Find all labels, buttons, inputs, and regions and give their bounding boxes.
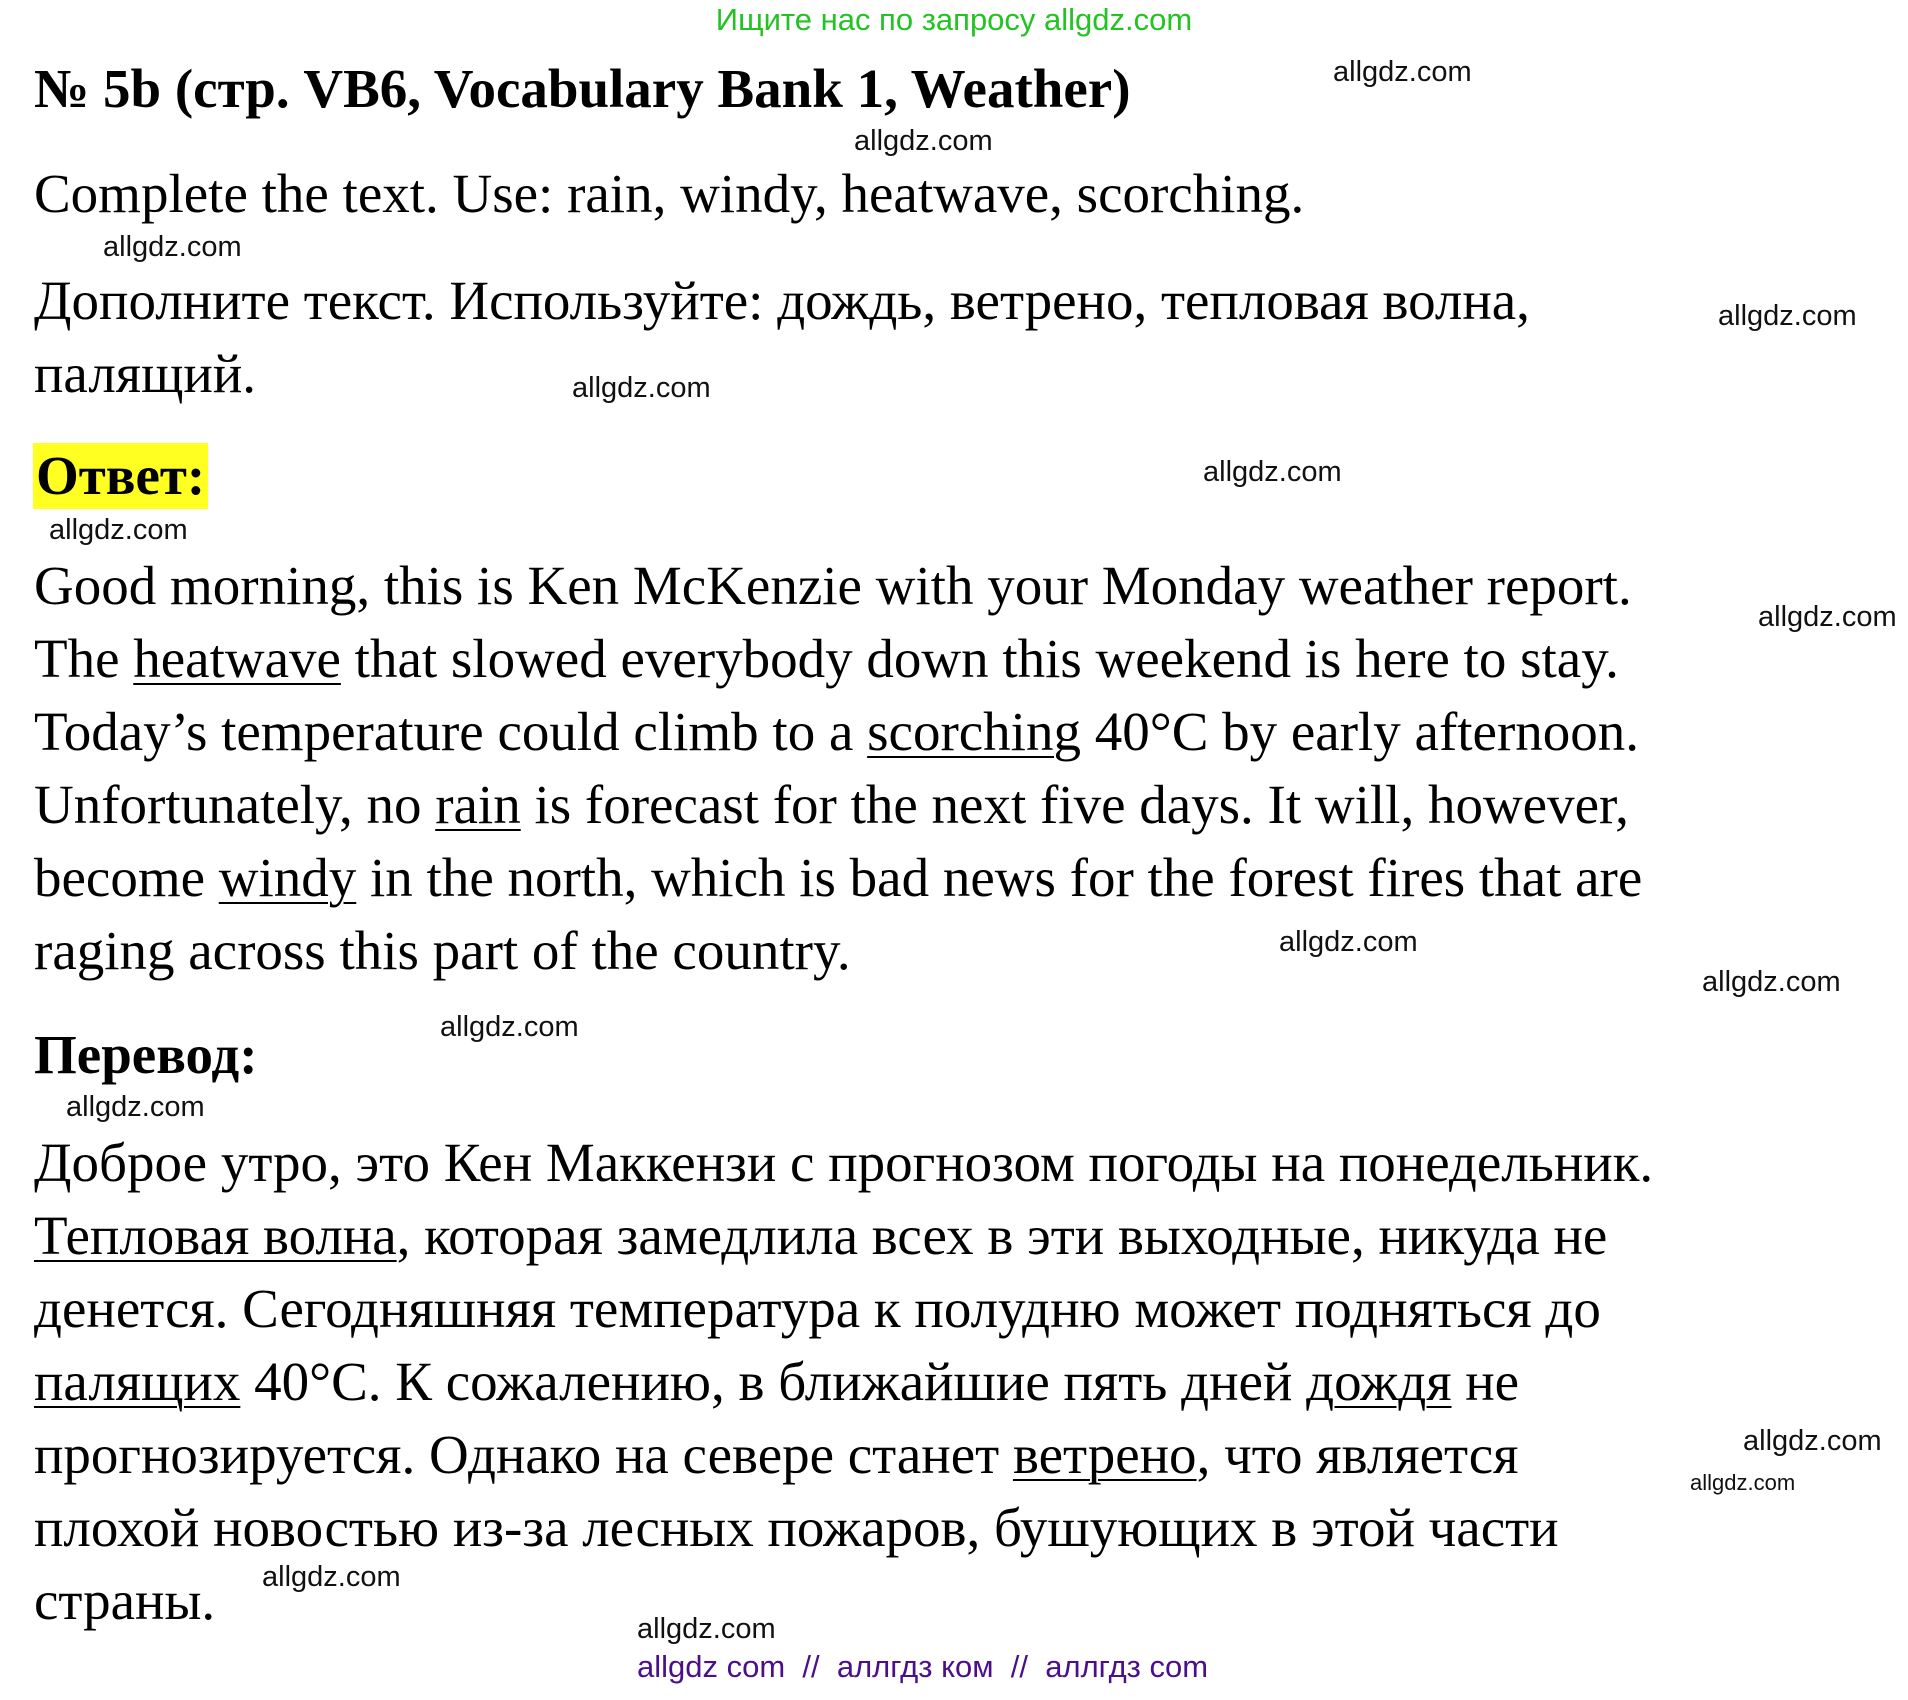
translation-line <box>34 1272 1601 1345</box>
filled-word-scorching: scorching <box>867 701 1081 762</box>
text: , которая замедлила всех в эти выходные, никуда не <box>396 1205 1608 1266</box>
answer-line <box>34 622 1619 695</box>
answer-line <box>34 695 1639 768</box>
watermark: allgdz.com <box>66 1091 205 1123</box>
task-russian-line-1: Дополните текст. Используйте: дождь, ветрено, тепловая волна, <box>34 270 1530 331</box>
watermark: allgdz.com <box>440 1011 579 1043</box>
translation-heading: Перевод: <box>34 1024 258 1085</box>
watermark: allgdz.com <box>1333 56 1472 88</box>
text: is forecast for the next five days. It will, however, <box>520 774 1629 835</box>
text: страны. <box>34 1570 216 1631</box>
text: raging across this part of the country. <box>34 920 851 981</box>
watermark: allgdz.com <box>854 125 993 157</box>
watermark: allgdz.com <box>49 514 188 546</box>
filled-word: ветрено <box>1012 1424 1197 1485</box>
watermark: allgdz.com <box>1758 601 1897 633</box>
filled-word-rain: rain <box>435 774 521 835</box>
translation-line <box>34 1491 1559 1564</box>
text: не <box>1451 1351 1520 1412</box>
filled-word: палящих <box>34 1351 241 1412</box>
text: плохой новостью из-за лесных пожаров, бушующих в этой части <box>34 1497 1559 1558</box>
text: Good morning, this is Ken McKenzie with your Monday weather report. <box>34 555 1632 616</box>
answer-line <box>34 768 1629 841</box>
text: прогнозируется. Однако на севере станет <box>34 1424 1013 1485</box>
task-english: Complete the text. Use: rain, windy, heatwave, scorching. <box>34 163 1305 224</box>
translation-line <box>34 1418 1518 1491</box>
exercise-title: № 5b (стр. VB6, Vocabulary Bank 1, Weather) <box>34 58 1131 119</box>
watermark: allgdz.com <box>1203 456 1342 488</box>
watermark: allgdz.com <box>262 1561 401 1593</box>
text: Unfortunately, no <box>34 774 436 835</box>
search-banner: Ищите нас по запросу allgdz.com <box>715 2 1193 37</box>
answer-heading: Ответ: <box>33 443 208 509</box>
answer-line <box>34 841 1642 914</box>
task-russian-line-2: палящий. <box>34 343 257 404</box>
text: 40°C by early afternoon. <box>1080 701 1640 762</box>
text: Today’s temperature could climb to a <box>34 701 868 762</box>
answer-line <box>34 914 851 987</box>
filled-word: Тепловая волна <box>34 1205 397 1266</box>
answer-line <box>34 549 1632 622</box>
filled-word-heatwave: heatwave <box>133 628 341 689</box>
filled-word: дождя <box>1306 1351 1452 1412</box>
watermark: allgdz.com <box>1718 300 1857 332</box>
text: that slowed everybody down this weekend is here to stay. <box>340 628 1619 689</box>
text: 40°C. К сожалению, в ближайшие пять дней <box>240 1351 1307 1412</box>
filled-word-windy: windy <box>218 847 357 908</box>
watermark: allgdz.com <box>103 231 242 263</box>
footer-links[interactable]: allgdz com // аллгдз ком // аллгдз com <box>637 1649 1209 1684</box>
text: become <box>34 847 219 908</box>
translation-line <box>34 1564 215 1637</box>
text: The <box>34 628 134 689</box>
text: денется. Сегодняшняя температура к полудню может подняться до <box>34 1278 1601 1339</box>
text: in the north, which is bad news for the forest fires that are <box>356 847 1643 908</box>
translation-line <box>34 1199 1607 1272</box>
watermark: allgdz.com <box>1702 966 1841 998</box>
translation-line <box>34 1345 1519 1418</box>
watermark: allgdz.com <box>637 1613 776 1645</box>
watermark: allgdz.com <box>1279 926 1418 958</box>
translation-line <box>34 1126 1653 1199</box>
text: Доброе утро, это Кен Маккензи с прогнозом погоды на понедельник. <box>34 1132 1654 1193</box>
watermark: allgdz.com <box>1690 1470 1796 1495</box>
text: , что является <box>1196 1424 1519 1485</box>
watermark: allgdz.com <box>1743 1425 1882 1457</box>
watermark: allgdz.com <box>572 372 711 404</box>
